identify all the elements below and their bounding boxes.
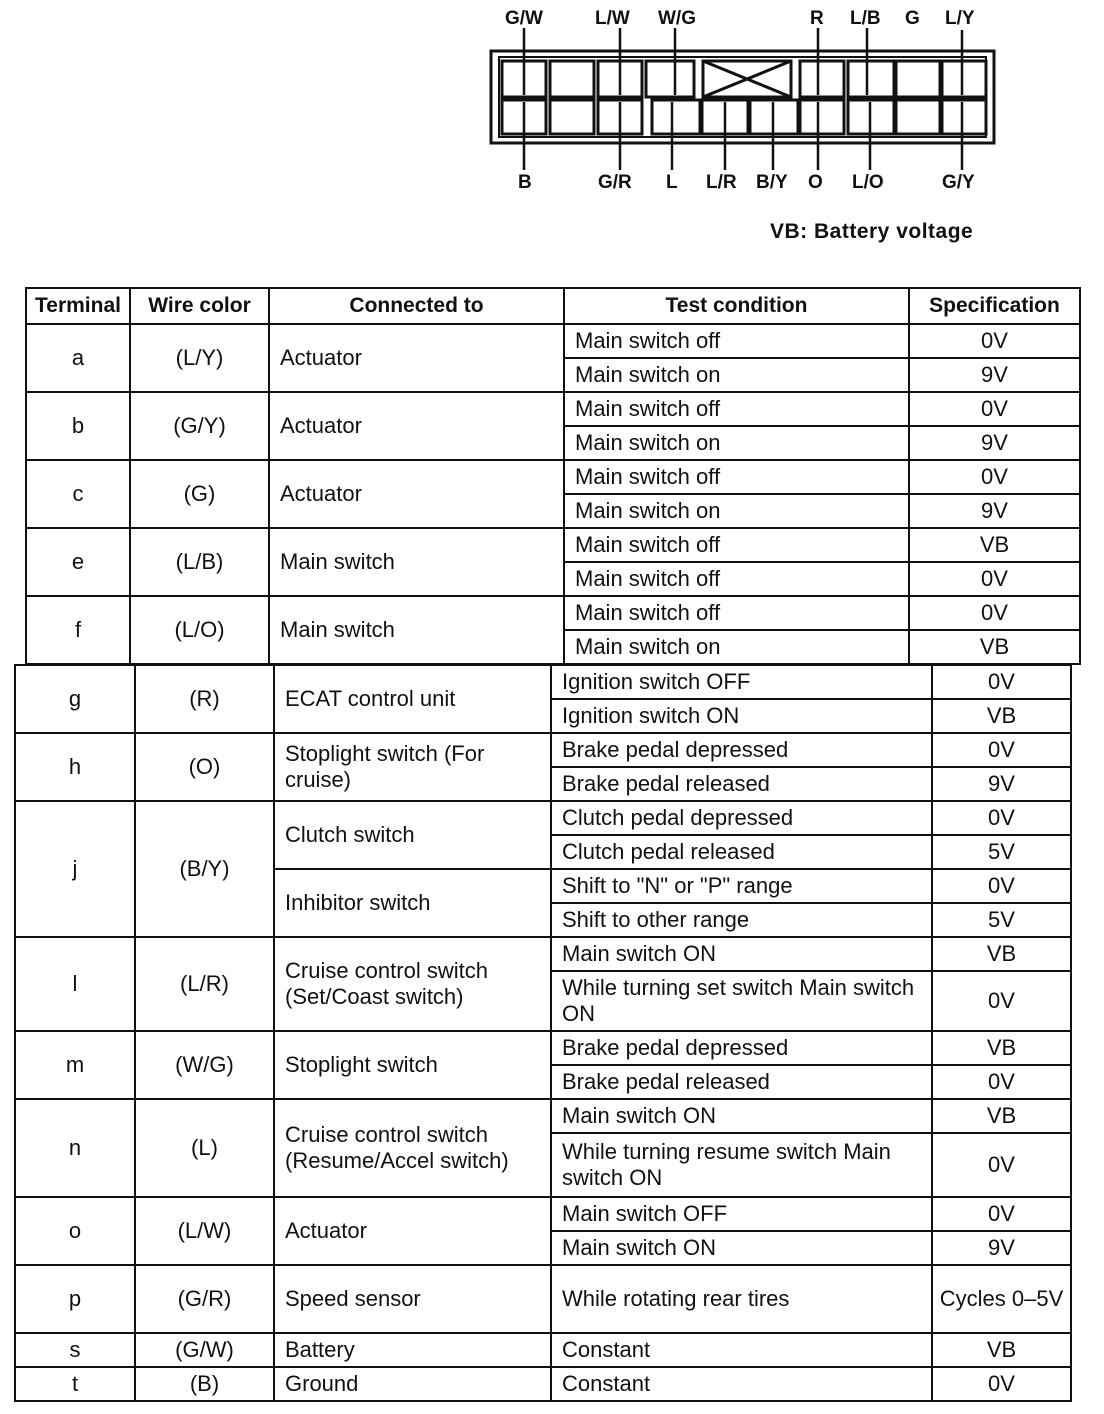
wire-label-top: R	[810, 8, 824, 29]
specification-cell: 0V	[932, 1065, 1071, 1099]
specification-cell: 0V	[932, 1197, 1071, 1231]
terminal-cell: s	[15, 1333, 135, 1367]
connector-bottom-row	[502, 100, 986, 134]
terminal-cell: a	[26, 324, 130, 392]
specification-cell: VB	[932, 699, 1071, 733]
test-condition-cell: Main switch ON	[551, 937, 932, 971]
test-condition-cell: Main switch on	[564, 426, 909, 460]
battery-voltage-note: VB: Battery voltage	[770, 220, 974, 243]
wire-label-bottom: L/O	[852, 172, 884, 193]
wire-color-cell: (G/R)	[135, 1265, 274, 1333]
table-row	[15, 733, 1071, 767]
connected-to-cell: Cruise control switch (Resume/Accel switch)	[274, 1099, 551, 1197]
wire-label-top: L/B	[850, 8, 881, 29]
wire-color-cell: (G)	[130, 460, 269, 528]
wire-label-bottom: O	[808, 172, 823, 193]
test-condition-cell: Main switch on	[564, 630, 909, 664]
table-row	[26, 392, 1080, 426]
terminal-cell: j	[15, 801, 135, 937]
table-row	[15, 1265, 1071, 1333]
test-condition-cell: Main switch on	[564, 494, 909, 528]
test-condition-cell: While turning resume switch Main switch ON	[551, 1133, 932, 1197]
test-condition-cell: Main switch ON	[551, 1099, 932, 1133]
connected-to-cell: Actuator	[269, 392, 564, 460]
wire-color-cell: (O)	[135, 733, 274, 801]
wire-label-bottom: B	[518, 172, 532, 193]
test-condition-cell: Brake pedal released	[551, 1065, 932, 1099]
table-header-row	[26, 288, 1080, 324]
specification-cell: 0V	[909, 460, 1080, 494]
connected-to-cell: Inhibitor switch	[274, 869, 551, 937]
terminal-cell: c	[26, 460, 130, 528]
table-row	[26, 596, 1080, 630]
specification-cell: VB	[932, 1333, 1071, 1367]
connected-to-cell: Actuator	[269, 460, 564, 528]
connected-to-cell: Stoplight switch (For cruise)	[274, 733, 551, 801]
wire-color-cell: (L/Y)	[130, 324, 269, 392]
table-row	[15, 1333, 1071, 1367]
connected-to-cell: Speed sensor	[274, 1265, 551, 1333]
specification-cell: 0V	[932, 665, 1071, 699]
connected-to-cell: Actuator	[274, 1197, 551, 1265]
test-condition-cell: Shift to "N" or "P" range	[551, 869, 932, 903]
wire-color-cell: (B)	[135, 1367, 274, 1401]
wire-label-top: G/W	[505, 8, 543, 29]
header-wire-color: Wire color	[130, 288, 269, 324]
terminal-table-bottom-body	[15, 665, 1071, 1401]
connected-to-cell: Actuator	[269, 324, 564, 392]
terminal-cell: b	[26, 392, 130, 460]
specification-cell: 5V	[932, 835, 1071, 869]
specification-cell: 0V	[932, 1133, 1071, 1197]
test-condition-cell: Constant	[551, 1367, 932, 1401]
specification-cell: VB	[909, 630, 1080, 664]
test-condition-cell: While rotating rear tires	[551, 1265, 932, 1333]
test-condition-cell: Constant	[551, 1333, 932, 1367]
specification-cell: 0V	[932, 869, 1071, 903]
test-condition-cell: Main switch off	[564, 528, 909, 562]
connector-top-row	[502, 61, 986, 97]
terminal-table-top	[25, 287, 1081, 665]
header-terminal: Terminal	[26, 288, 130, 324]
connected-to-cell: Cruise control switch (Set/Coast switch)	[274, 937, 551, 1031]
test-condition-cell: Clutch pedal depressed	[551, 801, 932, 835]
specification-cell: VB	[932, 1031, 1071, 1065]
table-row	[26, 528, 1080, 562]
table-row	[15, 1197, 1071, 1231]
terminal-cell: o	[15, 1197, 135, 1265]
terminal-cell: n	[15, 1099, 135, 1197]
wire-label-bottom: L/R	[706, 172, 737, 193]
terminal-cell: e	[26, 528, 130, 596]
terminal-cell: f	[26, 596, 130, 664]
test-condition-cell: Main switch OFF	[551, 1197, 932, 1231]
specification-cell: 0V	[932, 971, 1071, 1031]
test-condition-cell: Main switch off	[564, 460, 909, 494]
table-row	[15, 1031, 1071, 1065]
test-condition-cell: While turning set switch Main switch ON	[551, 971, 932, 1031]
test-condition-cell: Main switch off	[564, 596, 909, 630]
connected-to-cell: Main switch	[269, 528, 564, 596]
wire-label-bottom: G/Y	[942, 172, 975, 193]
specification-cell: 0V	[932, 1367, 1071, 1401]
specification-cell: 9V	[909, 358, 1080, 392]
test-condition-cell: Main switch off	[564, 562, 909, 596]
wire-color-cell: (L/O)	[130, 596, 269, 664]
wire-color-cell: (W/G)	[135, 1031, 274, 1099]
wire-color-cell: (G/Y)	[130, 392, 269, 460]
terminal-cell: g	[15, 665, 135, 733]
table-row	[15, 937, 1071, 971]
test-condition-cell: Brake pedal depressed	[551, 1031, 932, 1065]
wire-label-top: L/Y	[945, 8, 975, 29]
specification-cell: 0V	[909, 596, 1080, 630]
connected-to-cell: Clutch switch	[274, 801, 551, 869]
test-condition-cell: Ignition switch ON	[551, 699, 932, 733]
terminal-cell: t	[15, 1367, 135, 1401]
test-condition-cell: Clutch pedal released	[551, 835, 932, 869]
test-condition-cell: Main switch ON	[551, 1231, 932, 1265]
terminal-cell: p	[15, 1265, 135, 1333]
connected-to-cell: Main switch	[269, 596, 564, 664]
wire-label-bottom: L	[666, 172, 678, 193]
specification-cell: 9V	[909, 494, 1080, 528]
wire-color-cell: (L)	[135, 1099, 274, 1197]
wire-label-bottom: G/R	[598, 172, 632, 193]
test-condition-cell: Main switch off	[564, 324, 909, 358]
specification-cell: VB	[932, 1099, 1071, 1133]
table-row	[15, 665, 1071, 699]
wire-color-cell: (B/Y)	[135, 801, 274, 937]
test-condition-cell: Brake pedal released	[551, 767, 932, 801]
specification-cell: 9V	[932, 1231, 1071, 1265]
terminal-cell: h	[15, 733, 135, 801]
table-row	[15, 1099, 1071, 1133]
wire-label-top: L/W	[595, 8, 630, 29]
specification-cell: 5V	[932, 903, 1071, 937]
test-condition-cell: Ignition switch OFF	[551, 665, 932, 699]
table-row	[15, 801, 1071, 835]
test-condition-cell: Main switch on	[564, 358, 909, 392]
specification-cell: 9V	[909, 426, 1080, 460]
terminal-cell: l	[15, 937, 135, 1031]
wire-color-cell: (R)	[135, 665, 274, 733]
connected-to-cell: ECAT control unit	[274, 665, 551, 733]
specification-cell: 0V	[909, 562, 1080, 596]
specification-cell: VB	[932, 937, 1071, 971]
header-specification: Specification	[909, 288, 1080, 324]
table-row	[26, 460, 1080, 494]
wire-color-cell: (L/B)	[130, 528, 269, 596]
specification-cell: 0V	[909, 324, 1080, 358]
wire-color-cell: (L/W)	[135, 1197, 274, 1265]
terminal-table-bottom	[14, 664, 1072, 1402]
terminal-table-top-body	[26, 324, 1080, 664]
wire-label-top: G	[905, 8, 920, 29]
header-test-condition: Test condition	[564, 288, 909, 324]
header-connected-to: Connected to	[269, 288, 564, 324]
specification-cell: 0V	[932, 801, 1071, 835]
test-condition-cell: Shift to other range	[551, 903, 932, 937]
connected-to-cell: Battery	[274, 1333, 551, 1367]
wire-color-cell: (L/R)	[135, 937, 274, 1031]
test-condition-cell: Brake pedal depressed	[551, 733, 932, 767]
specification-cell: Cycles 0–5V	[932, 1265, 1071, 1333]
connected-to-cell: Ground	[274, 1367, 551, 1401]
test-condition-cell: Main switch off	[564, 392, 909, 426]
specification-cell: VB	[909, 528, 1080, 562]
connected-to-cell: Stoplight switch	[274, 1031, 551, 1099]
wire-label-top: W/G	[658, 8, 696, 29]
specification-cell: 0V	[909, 392, 1080, 426]
specification-cell: 0V	[932, 733, 1071, 767]
terminal-cell: m	[15, 1031, 135, 1099]
specification-cell: 9V	[932, 767, 1071, 801]
wire-color-cell: (G/W)	[135, 1333, 274, 1367]
table-row	[26, 324, 1080, 358]
table-row	[15, 1367, 1071, 1401]
wire-label-bottom: B/Y	[756, 172, 788, 193]
